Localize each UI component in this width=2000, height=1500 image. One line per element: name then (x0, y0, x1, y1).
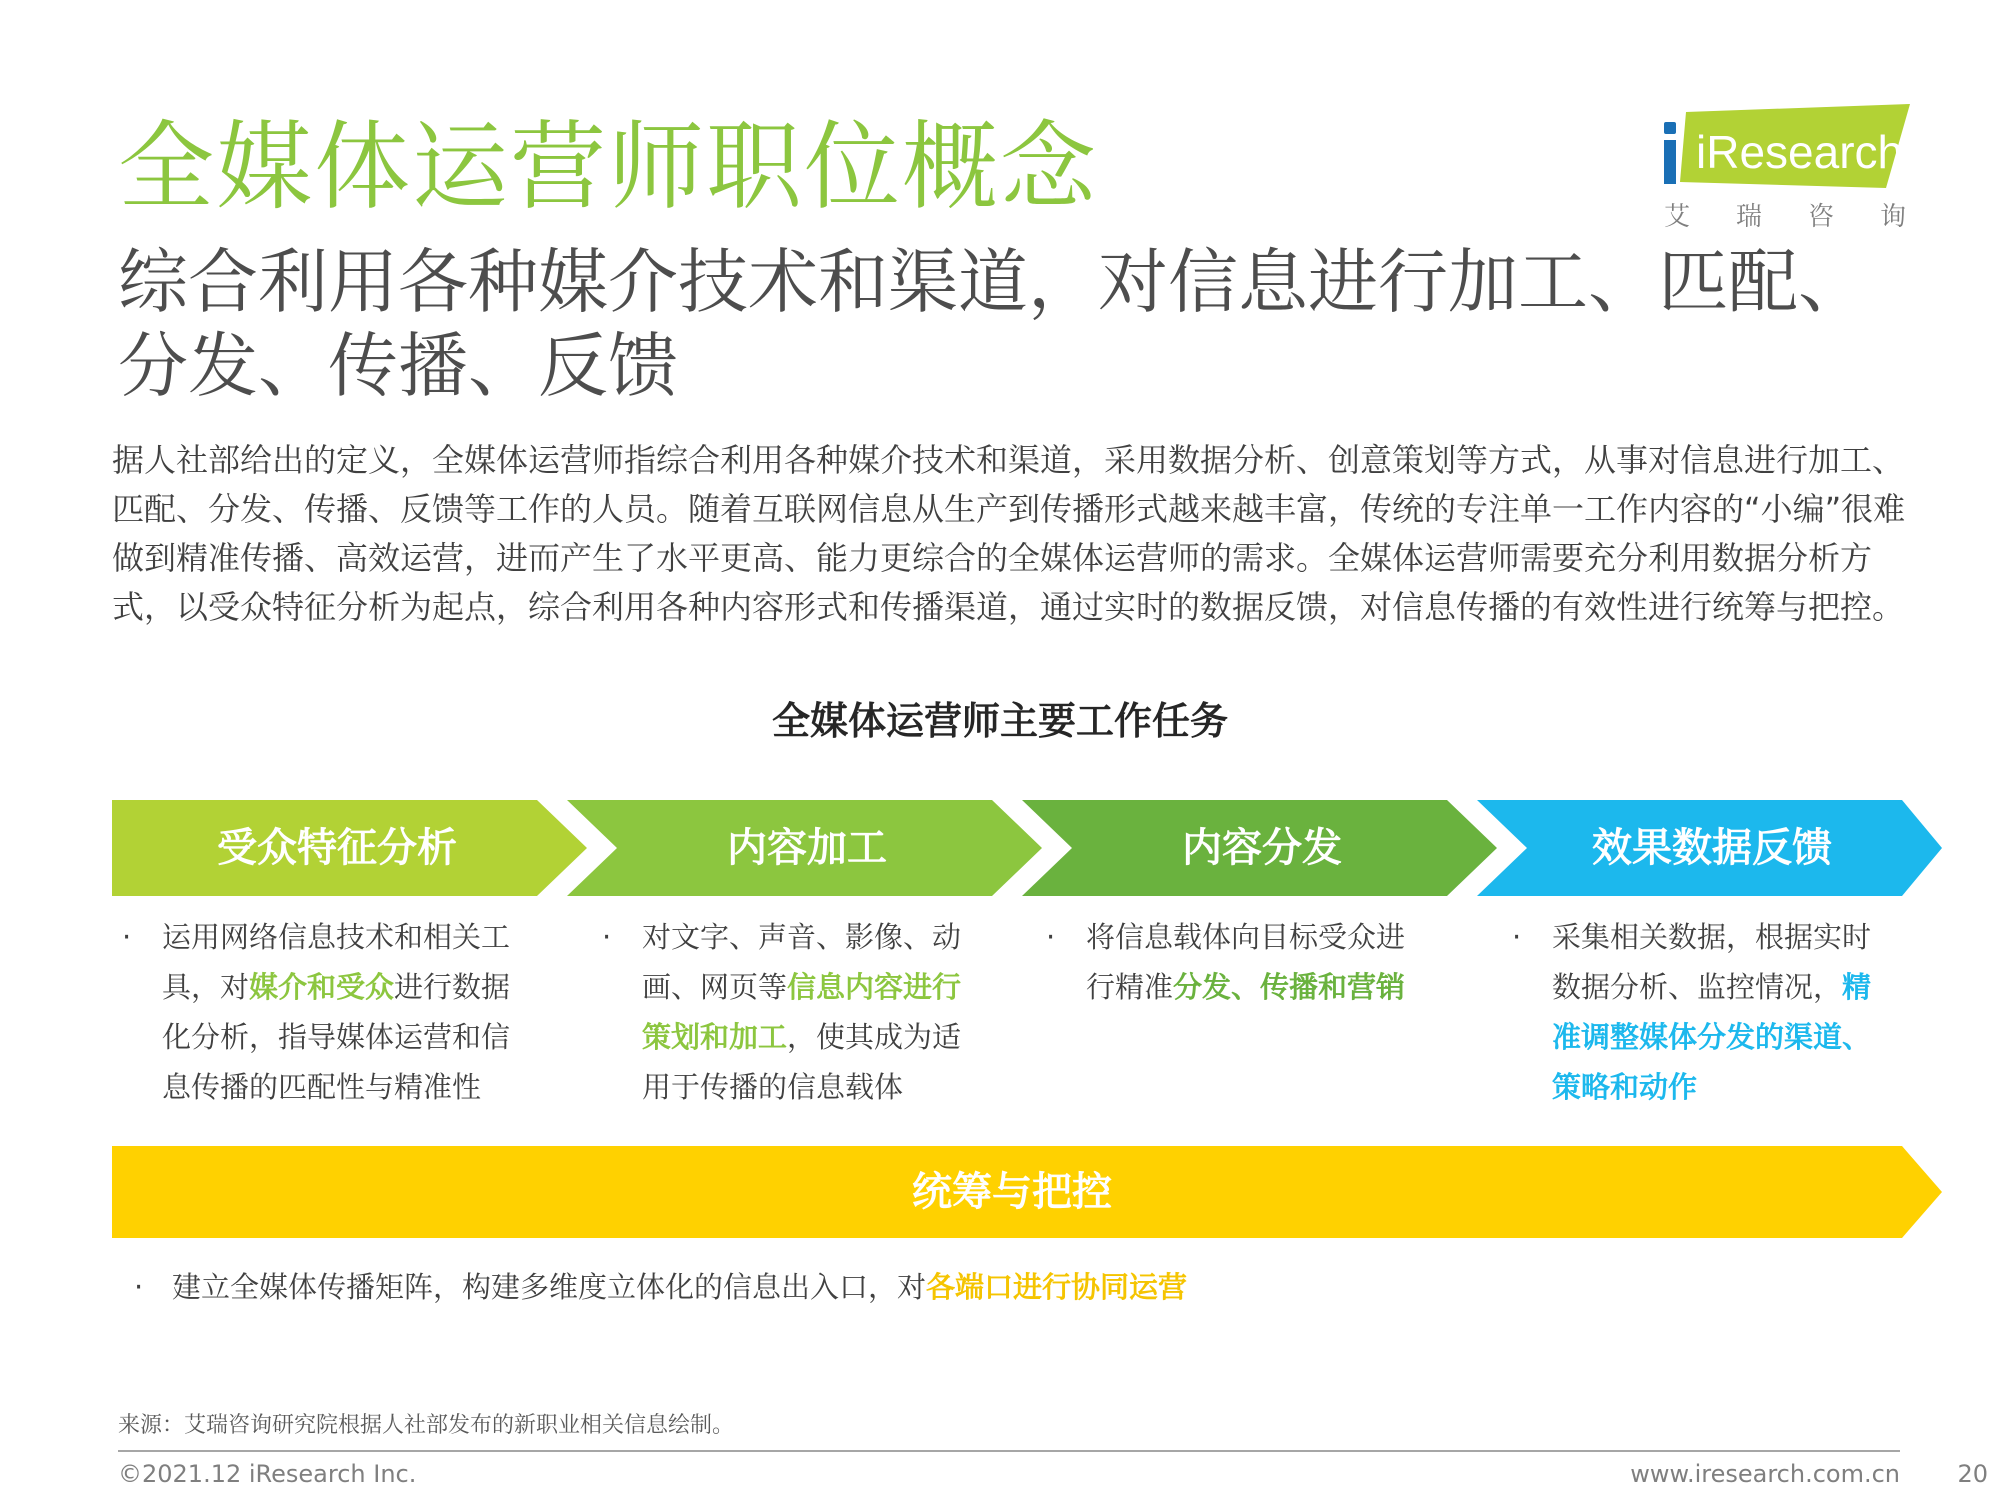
step-3-description: · 将信息载体向目标受众进行精准分发、传播和营销 (1086, 912, 1416, 1012)
step-4-highlight: 精准调整媒体分发的渠道、策略和动作 (1552, 970, 1872, 1104)
copyright: ©2021.12 iResearch Inc. (118, 1460, 417, 1488)
bullet: · (134, 1270, 144, 1304)
section-title: 全媒体运营师主要工作任务 (771, 699, 1228, 743)
logo-mark (1660, 104, 1910, 194)
step-2-highlight: 信息内容进行策划和加工 (642, 970, 962, 1054)
intro-paragraph: 据人社部给出的定义，全媒体运营师指综合利用各种媒介技术和渠道，采用数据分析、创意策划等方式，从事对信息进行加工、匹配、分发、传播、反馈等工作的人员。随着互联网信息从生产到传播形式越来越丰富，传统的专注单一工作内容的“小编”很难做到精准传播、高效运营，进而产生了水平更高、能力更综合的全媒体运营师的需求。全媒体运营师需要充分利用数据分析方式，以受众特征分析为起点，综合利用各种内容形式和传播渠道，通过实时的数据反馈，对信息传播的有效性进行统筹与把控。 (112, 441, 1906, 626)
bullet: · (1512, 920, 1522, 954)
page-subtitle: 综合利用各种媒介技术和渠道，对信息进行加工、匹配、分发、传播、反馈 (118, 241, 1868, 407)
coordination-highlight: 各端口进行协同运营 (926, 1270, 1188, 1304)
step-1-label: 受众特征分析 (217, 825, 457, 871)
footer-divider (118, 1450, 1900, 1452)
bullet: · (602, 920, 612, 954)
source-note: 来源：艾瑞咨询研究院根据人社部发布的新职业相关信息绘制。 (118, 1413, 735, 1438)
website-link[interactable]: www.iresearch.com.cn (1630, 1460, 1900, 1488)
step-2-label: 内容加工 (727, 825, 887, 871)
step-1-description: · 运用网络信息技术和相关工具，对媒介和受众进行数据化分析，指导媒体运营和信息传播的匹配性与精准性 (162, 912, 527, 1112)
task-flow (112, 800, 1942, 896)
step-1-highlight: 媒介和受众 (249, 970, 395, 1004)
step-4-label: 效果数据反馈 (1592, 825, 1832, 871)
logo-word-text: iResearch (1696, 126, 1904, 178)
bullet: · (122, 920, 132, 954)
step-4-description: · 采集相关数据，根据实时数据分析、监控情况，精准调整媒体分发的渠道、策略和动作 (1552, 912, 1882, 1112)
step-3-highlight: 分发、传播和营销 (1173, 970, 1406, 1004)
page-number: 20 (1957, 1460, 1988, 1488)
coordination-bar (112, 1146, 1942, 1238)
step-2-description: · 对文字、声音、影像、动画、网页等信息内容进行策划和加工，使其成为适用于传播的信息载体 (642, 912, 962, 1112)
iresearch-logo (1660, 104, 1953, 234)
coordination-label: 统筹与把控 (912, 1169, 1112, 1215)
coordination-description: · 建立全媒体传播矩阵，构建多维度立体化的信息出入口，对各端口进行协同运营 (172, 1262, 1187, 1312)
page-title: 全媒体运营师职位概念 (118, 111, 1098, 223)
logo-chinese-name: 艾瑞咨询 (1664, 202, 1953, 232)
bullet: · (1046, 920, 1056, 954)
step-3-label: 内容分发 (1182, 825, 1342, 871)
